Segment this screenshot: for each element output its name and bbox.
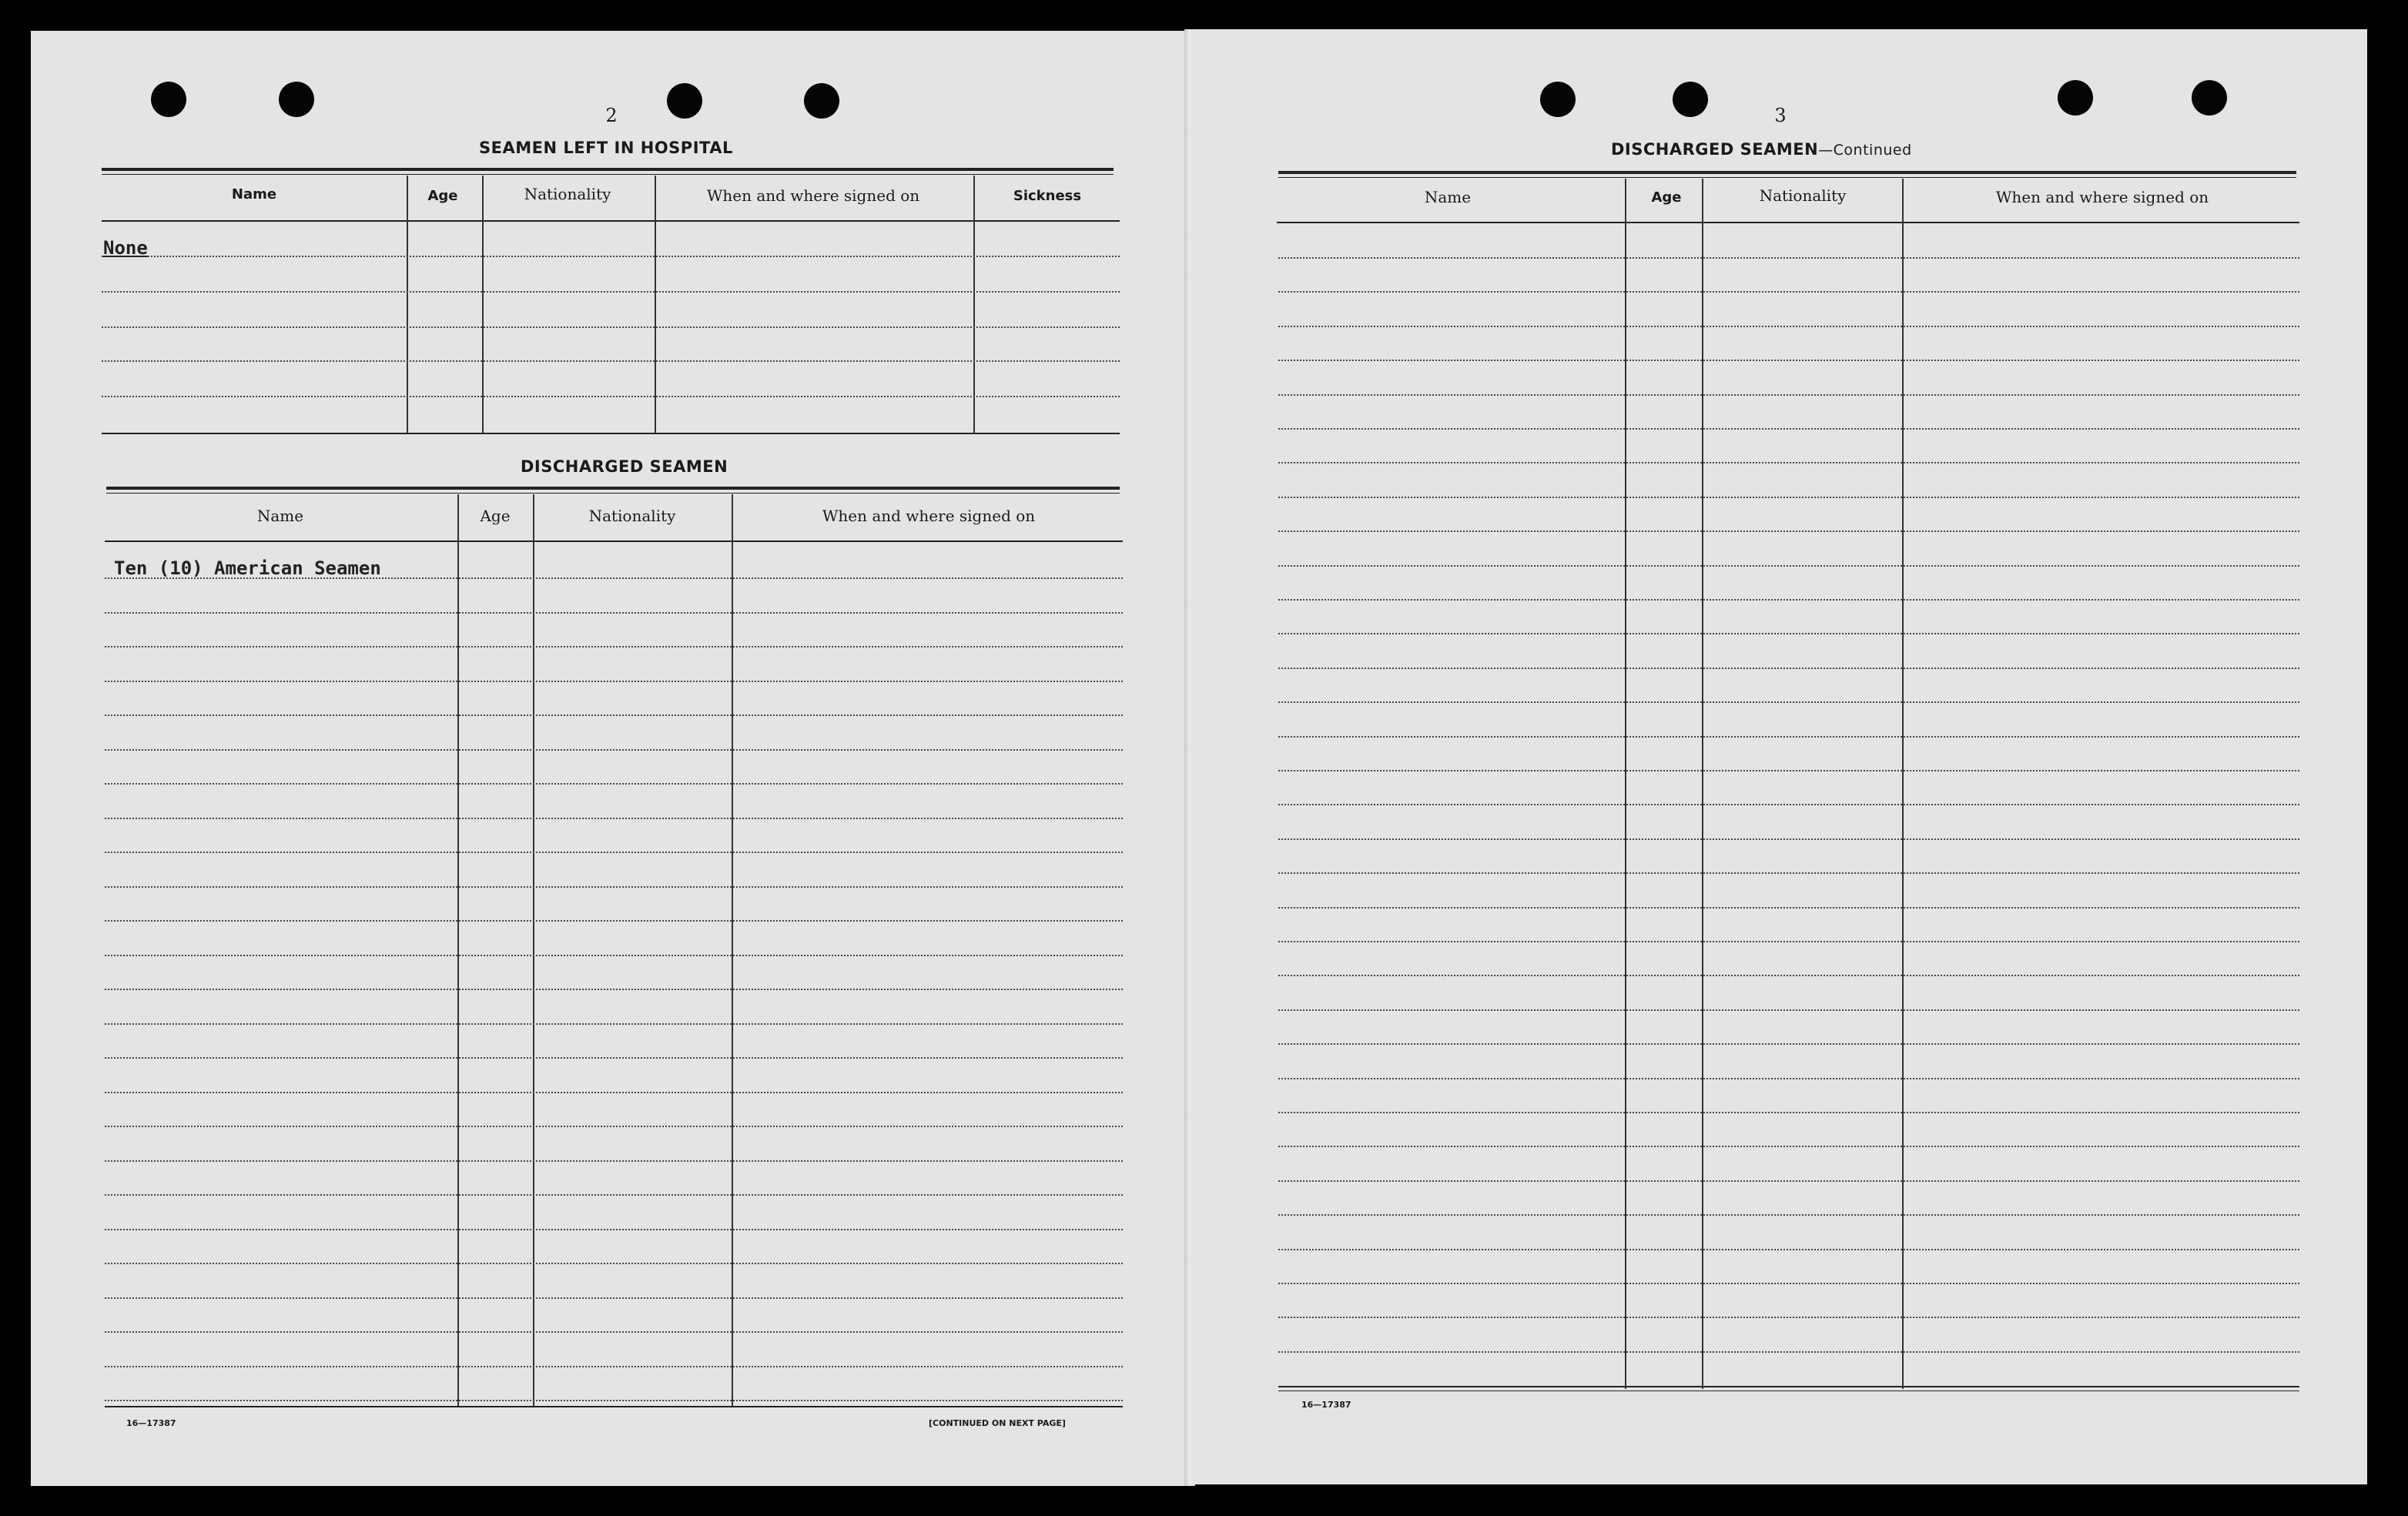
hospital-top-rule-thin (102, 174, 1114, 175)
discharged-col-divider (732, 494, 733, 1406)
page-number-right: 3 (1774, 105, 1787, 126)
continued-row-line (1278, 1214, 2299, 1216)
continued-row-line (1278, 530, 2299, 532)
continued-row-line (1278, 1283, 2299, 1284)
continued-row-line (1278, 872, 2299, 874)
discharged-row-line (105, 1263, 1123, 1264)
continued-row-line (1278, 701, 2299, 703)
punch-hole (2192, 80, 2227, 115)
discharged-row-line (105, 1057, 1123, 1059)
continued-row-line (1278, 599, 2299, 601)
continued-row-line (1278, 941, 2299, 942)
continued-row-line (1278, 838, 2299, 840)
discharged-row-line (105, 1126, 1123, 1127)
continued-col-signed-on: When and where signed on (1995, 188, 2209, 206)
discharged-row-line (105, 989, 1123, 990)
continued-row-line (1278, 462, 2299, 464)
continued-bottom-rule (1278, 1386, 2299, 1387)
continued-row-line (1278, 497, 2299, 498)
hospital-entry-name: None (103, 237, 148, 259)
continued-top-rule-thin (1278, 177, 2296, 178)
discharged-row-line (105, 1297, 1123, 1299)
punch-hole (804, 83, 839, 119)
discharged-col-name: Name (256, 507, 304, 525)
discharged-col-signed-on: When and where signed on (822, 507, 1036, 525)
continued-top-rule (1278, 171, 2296, 174)
discharged-row-line (105, 681, 1123, 682)
continued-row-line (1278, 565, 2299, 567)
punch-hole (279, 82, 314, 117)
continued-row-line (1278, 804, 2299, 805)
discharged-row-line (105, 852, 1123, 853)
form-code-left: 16—17387 (126, 1418, 176, 1428)
hospital-col-signed-on: When and where signed on (706, 186, 920, 205)
discharged-top-rule (106, 487, 1120, 490)
discharged-col-age: Age (480, 507, 511, 525)
discharged-row-line (105, 1400, 1123, 1401)
discharged-row-line (105, 1092, 1123, 1093)
continued-row-line (1278, 1351, 2299, 1353)
continued-header-rule (1277, 222, 2299, 223)
continued-row-line (1278, 1112, 2299, 1113)
continued-row-line (1278, 291, 2299, 293)
continued-row-line (1278, 633, 2299, 634)
discharged-row-line (105, 1366, 1123, 1367)
continued-col-nationality: Nationality (1759, 186, 1847, 205)
hospital-row-line (102, 291, 1120, 293)
discharged-section-title: DISCHARGED SEAMEN (521, 457, 728, 476)
continued-row-line (1278, 1078, 2299, 1079)
continued-row-line (1278, 394, 2299, 396)
hospital-col-age: Age (427, 188, 458, 204)
discharged-row-line (105, 1194, 1123, 1196)
continued-row-line (1278, 907, 2299, 909)
hospital-row-line (102, 360, 1120, 362)
discharged-row-line (105, 749, 1123, 751)
discharged-bottom-rule (105, 1406, 1123, 1407)
discharged-continued-title-main: DISCHARGED SEAMEN (1611, 140, 1819, 159)
discharged-row-line (105, 818, 1123, 819)
continued-row-line (1278, 428, 2299, 430)
left-page (31, 31, 1186, 1486)
discharged-row-line (105, 1023, 1123, 1025)
continued-row-line (1278, 668, 2299, 669)
discharged-col-divider (533, 494, 534, 1406)
right-page (1192, 29, 2367, 1484)
discharged-row-line (105, 646, 1123, 648)
continued-row-line (1278, 326, 2299, 327)
punch-hole (151, 82, 186, 117)
continued-row-line (1278, 770, 2299, 771)
punch-hole (2058, 80, 2093, 115)
continued-row-line (1278, 975, 2299, 976)
continued-note: [CONTINUED ON NEXT PAGE] (929, 1418, 1066, 1428)
hospital-col-nationality: Nationality (524, 185, 611, 203)
form-code-right: 16—17387 (1301, 1400, 1351, 1410)
hospital-header-rule (102, 220, 1120, 222)
punch-hole (667, 83, 702, 119)
punch-hole (1540, 82, 1576, 117)
continued-row-line (1278, 1249, 2299, 1250)
continued-col-name: Name (1424, 188, 1472, 206)
discharged-row-line (105, 886, 1123, 888)
discharged-col-divider (457, 494, 459, 1406)
discharged-row-line (105, 714, 1123, 716)
discharged-top-rule-thin (106, 493, 1120, 494)
continued-row-line (1278, 1317, 2299, 1318)
hospital-row-line (102, 256, 1120, 257)
continued-row-line (1278, 736, 2299, 738)
discharged-row-line (105, 612, 1123, 614)
discharged-row-line (105, 1331, 1123, 1333)
discharged-row-line (105, 920, 1123, 922)
hospital-bottom-rule (102, 433, 1120, 434)
hospital-row-line (102, 396, 1120, 397)
continued-row-line (1278, 1009, 2299, 1011)
discharged-entry-name: Ten (10) American Seamen (114, 557, 381, 579)
continued-row-line (1278, 1146, 2299, 1147)
hospital-col-name: Name (231, 186, 277, 202)
continued-col-age: Age (1651, 189, 1682, 206)
punch-hole (1673, 82, 1708, 117)
discharged-row-line (105, 1229, 1123, 1230)
hospital-row-line (102, 326, 1120, 328)
discharged-continued-suffix: —Continued (1818, 142, 1912, 159)
continued-row-line (1278, 360, 2299, 361)
continued-row-line (1278, 1043, 2299, 1045)
page-number-left: 2 (605, 105, 618, 126)
discharged-row-line (105, 1160, 1123, 1162)
hospital-section-title: SEAMEN LEFT IN HOSPITAL (479, 139, 733, 157)
hospital-top-rule (102, 168, 1114, 171)
discharged-col-nationality: Nationality (588, 507, 676, 525)
continued-row-line (1278, 1180, 2299, 1182)
discharged-header-rule (105, 540, 1123, 542)
continued-row-line (1278, 257, 2299, 259)
hospital-col-sickness: Sickness (1013, 188, 1082, 204)
discharged-row-line (105, 955, 1123, 956)
discharged-continued-title (1611, 140, 1912, 159)
discharged-row-line (105, 783, 1123, 785)
